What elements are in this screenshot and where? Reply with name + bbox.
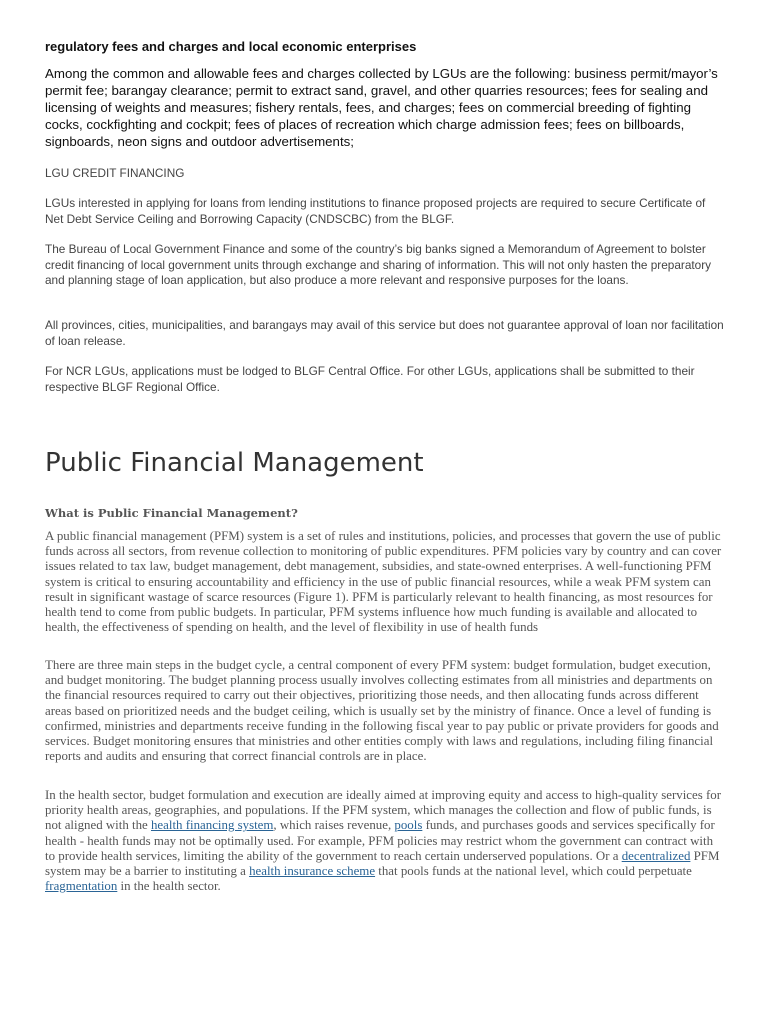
pfm-subtitle: What is Public Financial Management?: [45, 506, 298, 520]
paragraph-text: in the health sector.: [117, 879, 221, 894]
paragraph-text: funds, and purchases goods and services specifically for health - health funds may not be optimally used. For example, PFM policies may restrict whom the government can contract with to provide health services, limiting the ability of the government to reach certain underserved populations. Or a: [45, 818, 715, 863]
health-insurance-scheme-link[interactable]: health insurance scheme: [249, 864, 376, 879]
decentralized-link[interactable]: decentralized: [621, 848, 691, 863]
fragmentation-link[interactable]: fragmentation: [45, 879, 118, 894]
fees-paragraph: Among the common and allowable fees and charges collected by LGUs are the following: business permit/mayor’s permit fee; barangay clearance; permit to extract sand, gravel, and other quarries resources; fees for sealing and licensing of weights and measures; fishery rentals, fees, and charges; fees on commercial breeding of fighting cocks, cockfighting and cockpit; fees of places of recreation which charge admission fees; fees on billboards, signboards, neon signs and outdoor advertisements;: [45, 66, 718, 149]
paragraph-text: , which raises revenue,: [273, 818, 395, 833]
credit-paragraph: The Bureau of Local Government Finance and some of the country’s big banks signed a Memorandum of Agreement to bolster credit financing of local government units through exchange and sharing of information. This will not only hasten the preparatory and planning stage of loan application, but also produce a more relevant and responsive purposes for the loans.: [45, 242, 712, 287]
page-title: Public Financial Management: [45, 448, 424, 478]
paragraph-text: PFM system may be a barrier to instituting a: [45, 848, 720, 879]
pfm-paragraph: There are three main steps in the budget cycle, a central component of every PFM system: budget formulation, budget execution, and budget monitoring. The budget planning process usually involves collecting estimates from all ministries and departments on the financial resources required to carry out their objectives, prioritizing those needs, and then allocating funds across different areas based on prioritized needs and the budget ceiling, which is usually set by the ministry of finance. Once a level of funding is confirmed, ministries and departments receive funding in the following fiscal year to pay public or private providers for goods and services. Budget monitoring ensures that ministries and other entities comply with laws and regulations, including filing financial reports and audits and ensuring that correct financial controls are in place.: [45, 658, 719, 764]
pools-link[interactable]: pools: [394, 818, 423, 833]
paragraph-text: that pools funds at the national level, which could perpetuate: [375, 864, 692, 879]
section-heading-fees: regulatory fees and charges and local economic enterprises: [45, 39, 417, 54]
paragraph-text: In the health sector, budget formulation and execution are ideally aimed at improving equity and access to high-quality services for priority health areas, geographies, and populations. If the PFM system, which manages the collection and flow of public funds, is not aligned with the: [45, 788, 722, 833]
credit-paragraph: All provinces, cities, municipalities, and barangays may avail of this service but does not guarantee approval of loan nor facilitation of loan release.: [45, 318, 724, 348]
credit-financing-label: LGU CREDIT FINANCING: [45, 166, 185, 180]
credit-paragraph: LGUs interested in applying for loans from lending institutions to finance proposed projects are required to secure Certificate of Net Debt Service Ceiling and Borrowing Capacity (CNDSCBC) from the BLGF.: [45, 196, 706, 226]
credit-paragraph: For NCR LGUs, applications must be lodged to BLGF Central Office. For other LGUs, applications shall be submitted to their respective BLGF Regional Office.: [45, 364, 695, 394]
health-sector-paragraph: [45, 788, 725, 894]
pfm-paragraph: A public financial management (PFM) system is a set of rules and institutions, policies, and processes that govern the use of public funds across all sectors, from revenue collection to monitoring of public expenditures. PFM policies vary by country and can cover issues related to tax law, budget management, debt management, subsidies, and state-owned enterprises. A well-functioning PFM system is critical to ensuring accountability and efficiency in the use of public financial resources, while a weak PFM system can result in significant wastage of scarce resources (Figure 1). PFM is particularly relevant to health financing, as most resources for health tend to come from public budgets. In particular, PFM systems influence how much funding is available and allocated to health, the effectiveness of spending on health, and the level of flexibility in use of health funds: [45, 529, 722, 635]
health-financing-system-link[interactable]: health financing system: [150, 818, 274, 833]
